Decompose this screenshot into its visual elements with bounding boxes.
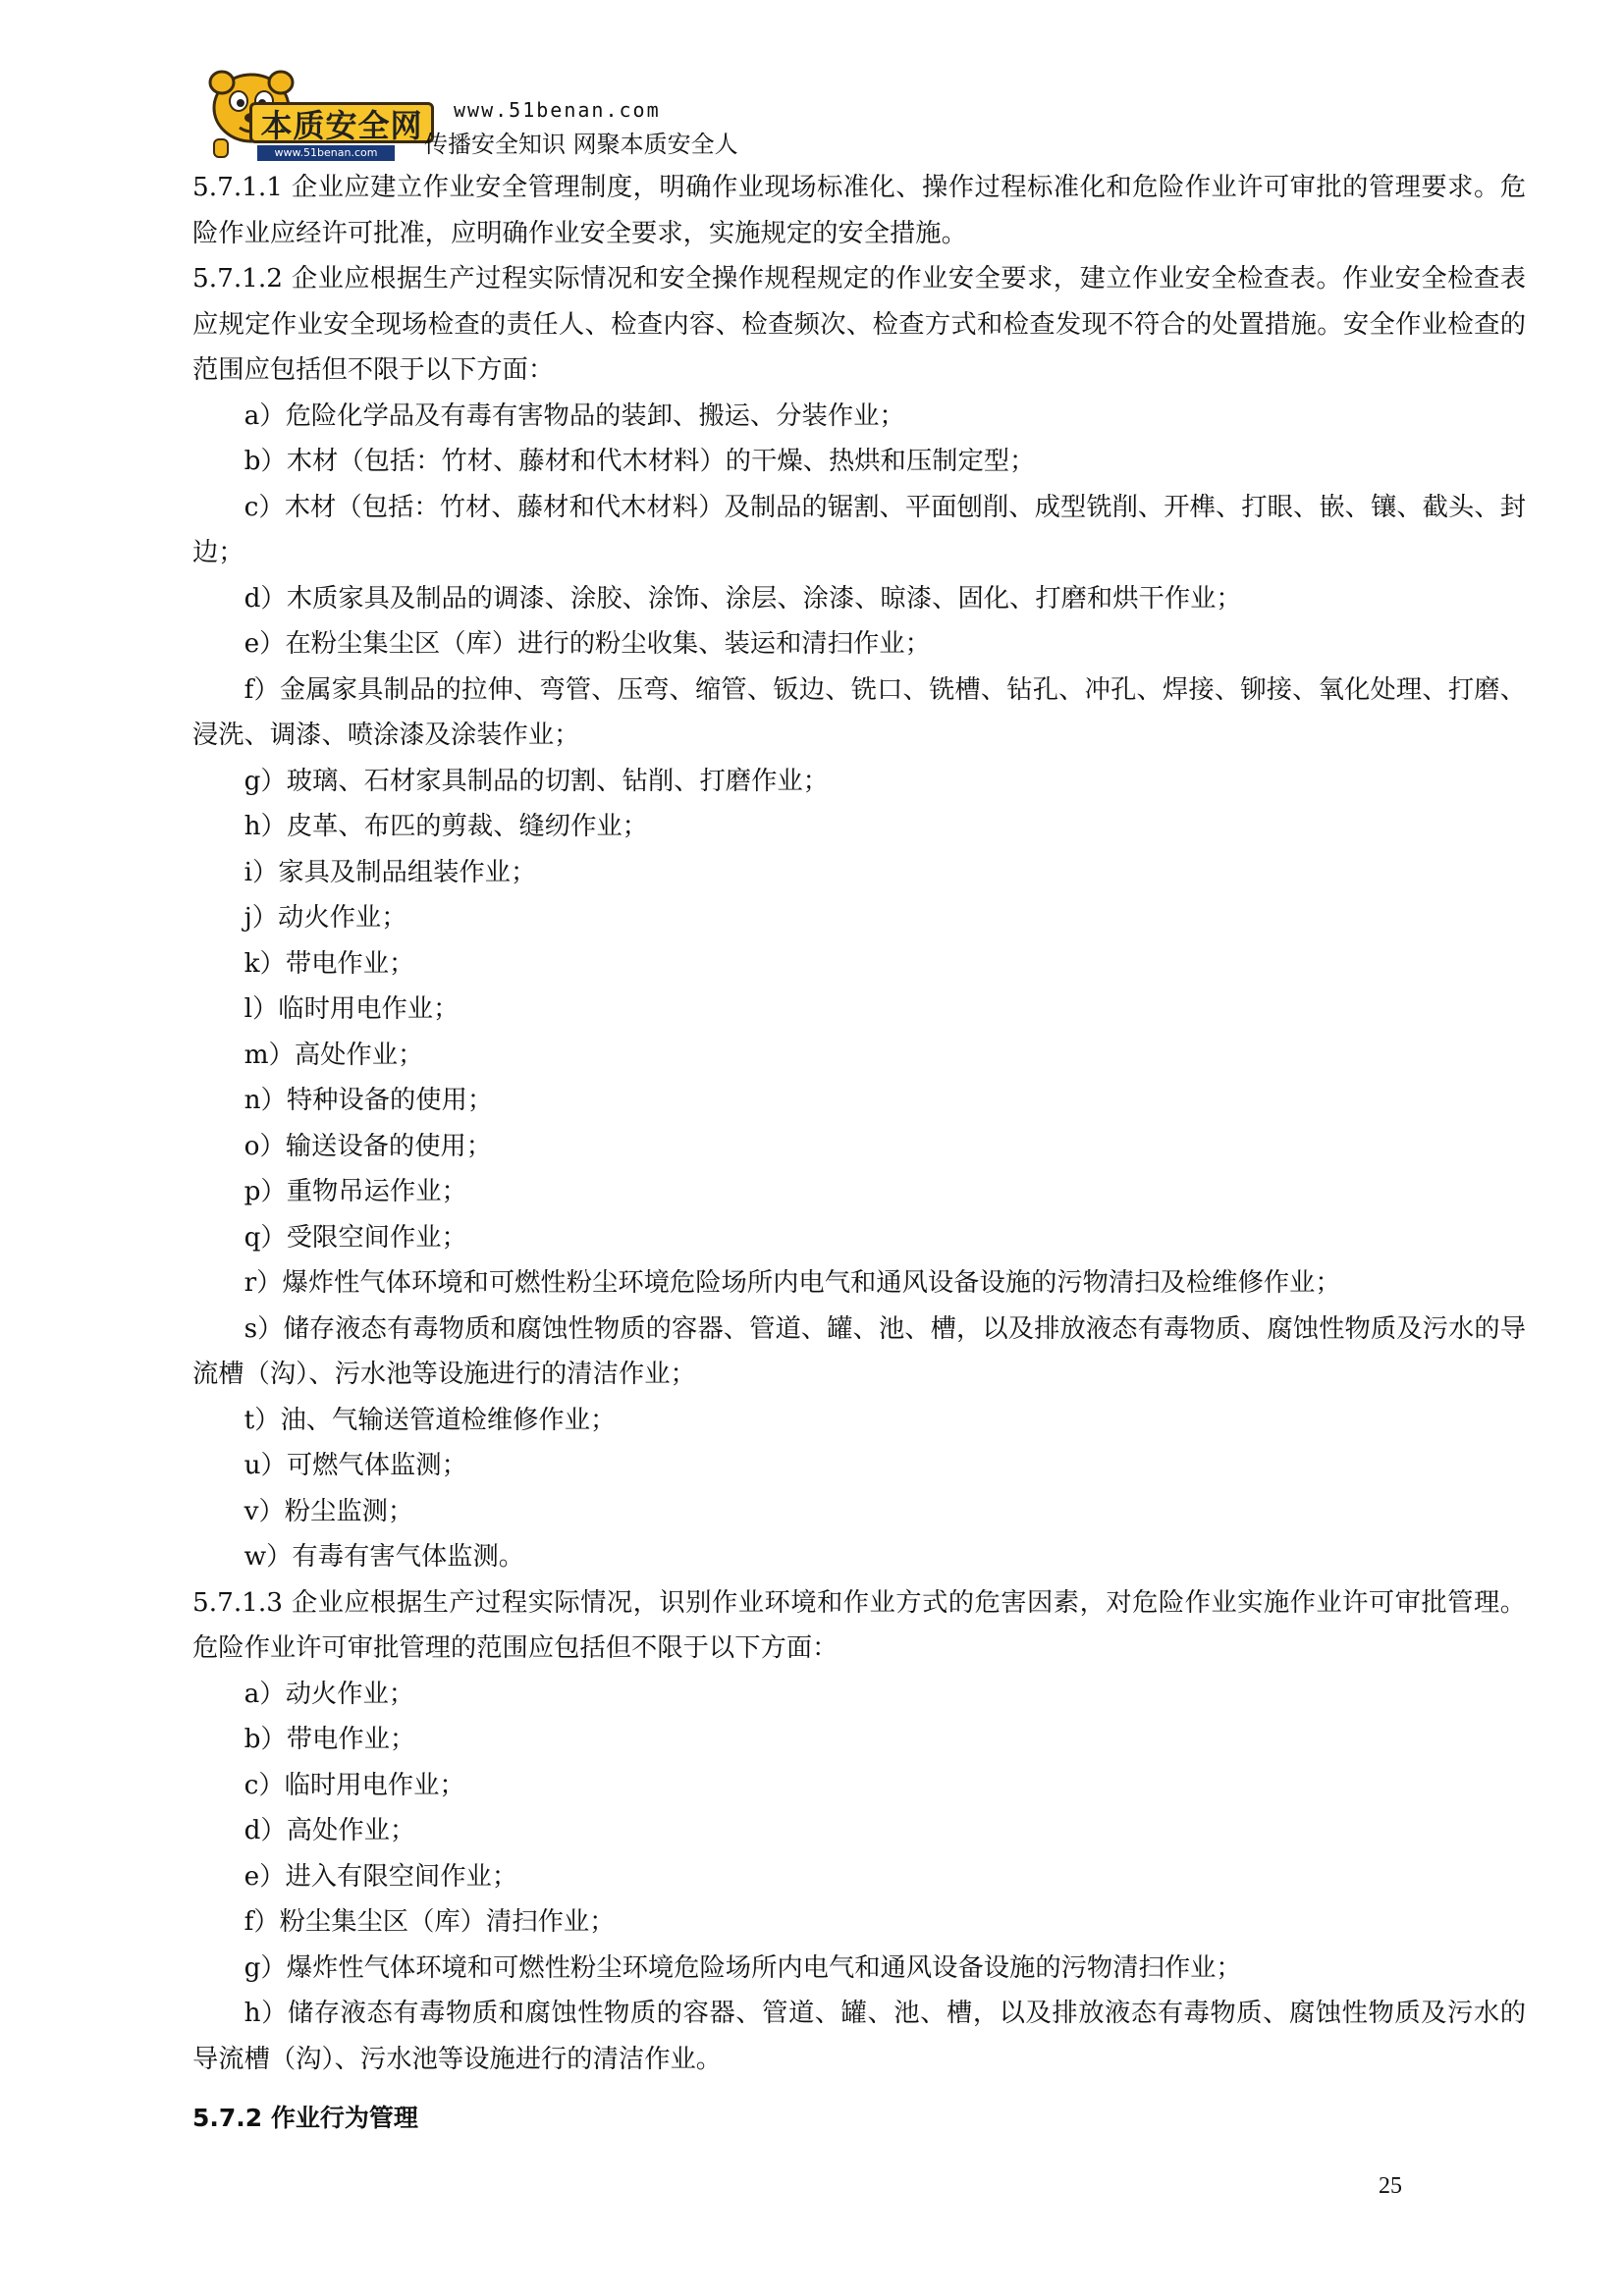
list-item: d）高处作业；: [244, 1816, 416, 1845]
list-item: b）带电作业；: [244, 1725, 416, 1754]
logo-text: 本质安全网: [249, 102, 434, 143]
list-item: a）动火作业；: [244, 1679, 415, 1709]
clause-paragraph: 5.7.1.3 企业应根据生产过程实际情况，识别作业环境和作业方式的危害因素，对危险作业实施作业许可审批管理。危险作业许可审批管理的范围应包括但不限于以下方面：: [192, 1587, 1526, 1663]
list-item: c）木材（包括：竹材、藤材和代木材料）及制品的锯割、平面刨削、成型铣削、开榫、打眼、嵌、镶、截头、封边；: [192, 492, 1526, 567]
list-item: k）带电作业；: [244, 948, 415, 979]
document-body: [192, 165, 1526, 2141]
page-header: [192, 57, 899, 165]
list-item: j）动火作业；: [244, 903, 407, 933]
list-item: e）在粉尘集尘区（库）进行的粉尘收集、装运和清扫作业；: [244, 629, 931, 659]
list-item: c）临时用电作业；: [244, 1770, 465, 1800]
list-item: d）木质家具及制品的调漆、涂胶、涂饰、涂层、涂漆、晾漆、固化、打磨和烘干作业；: [244, 583, 1242, 614]
list-item: s）储存液态有毒物质和腐蚀性物质的容器、管道、罐、池、槽，以及排放液态有毒物质、腐蚀性物质及污水的导流槽（沟）、污水池等设施进行的清洁作业；: [192, 1313, 1526, 1389]
list-item: l）临时用电作业；: [244, 994, 460, 1024]
clause-paragraph: 5.7.1.2 企业应根据生产过程实际情况和安全操作规程规定的作业安全要求，建立作业安全检查表。作业安全检查表应规定作业安全现场检查的责任人、检查内容、检查频次、检查方式和检查发现不符合的处置措施。安全作业检查的范围应包括但不限于以下方面：: [192, 264, 1526, 385]
list-item: p）重物吊运作业；: [244, 1177, 467, 1206]
list-item: b）木材（包括：竹材、藤材和代木材料）的干燥、热烘和压制定型；: [244, 447, 1036, 476]
list-item: o）输送设备的使用；: [244, 1131, 493, 1161]
list-item: a）危险化学品及有毒有害物品的装卸、搬运、分装作业；: [244, 400, 905, 431]
section-heading: 5.7.2 作业行为管理: [192, 2104, 418, 2132]
site-logo: [192, 57, 436, 163]
list-item: q）受限空间作业；: [244, 1222, 467, 1253]
list-item: n）特种设备的使用；: [244, 1086, 494, 1115]
logo-url: www.51benan.com: [257, 145, 395, 161]
list-item: i）家具及制品组装作业；: [244, 857, 537, 887]
list-item: v）粉尘监测；: [244, 1496, 414, 1526]
list-item: u）可燃气体监测；: [244, 1451, 467, 1480]
list-item: f）金属家具制品的拉伸、弯管、压弯、缩管、钣边、铣口、铣槽、钻孔、冲孔、焊接、铆接、氧化处理、打磨、浸洗、调漆、喷涂漆及涂装作业；: [192, 674, 1526, 750]
clause-paragraph: 5.7.1.1 企业应建立作业安全管理制度，明确作业现场标准化、操作过程标准化和危险作业许可审批的管理要求。危险作业应经许可批准，应明确作业安全要求，实施规定的安全措施。: [192, 173, 1526, 248]
list-item: r）爆炸性气体环境和可燃性粉尘环境危险场所内电气和通风设备设施的污物清扫及检维修作业；: [244, 1268, 1341, 1298]
site-slogan: 传播安全知识 网聚本质安全人: [424, 131, 738, 158]
site-url[interactable]: www.51benan.com: [454, 98, 661, 122]
list-item: t）油、气输送管道检维修作业；: [244, 1405, 617, 1435]
list-item: g）爆炸性气体环境和可燃性粉尘环境危险场所内电气和通风设备设施的污物清扫作业；: [244, 1952, 1242, 1983]
list-item: h）皮革、布匹的剪裁、缝纫作业；: [244, 812, 648, 841]
page-number: 25: [1379, 2173, 1402, 2199]
list-item: g）玻璃、石材家具制品的切割、钻削、打磨作业；: [244, 766, 829, 796]
list-item: w）有毒有害气体监测。: [244, 1542, 525, 1572]
list-item: m）高处作业；: [244, 1040, 424, 1070]
list-item: h）储存液态有毒物质和腐蚀性物质的容器、管道、罐、池、槽，以及排放液态有毒物质、腐蚀性物质及污水的导流槽（沟）、污水池等设施进行的清洁作业。: [192, 1999, 1526, 2074]
list-item: e）进入有限空间作业；: [244, 1861, 518, 1892]
list-item: f）粉尘集尘区（库）清扫作业；: [244, 1907, 616, 1937]
